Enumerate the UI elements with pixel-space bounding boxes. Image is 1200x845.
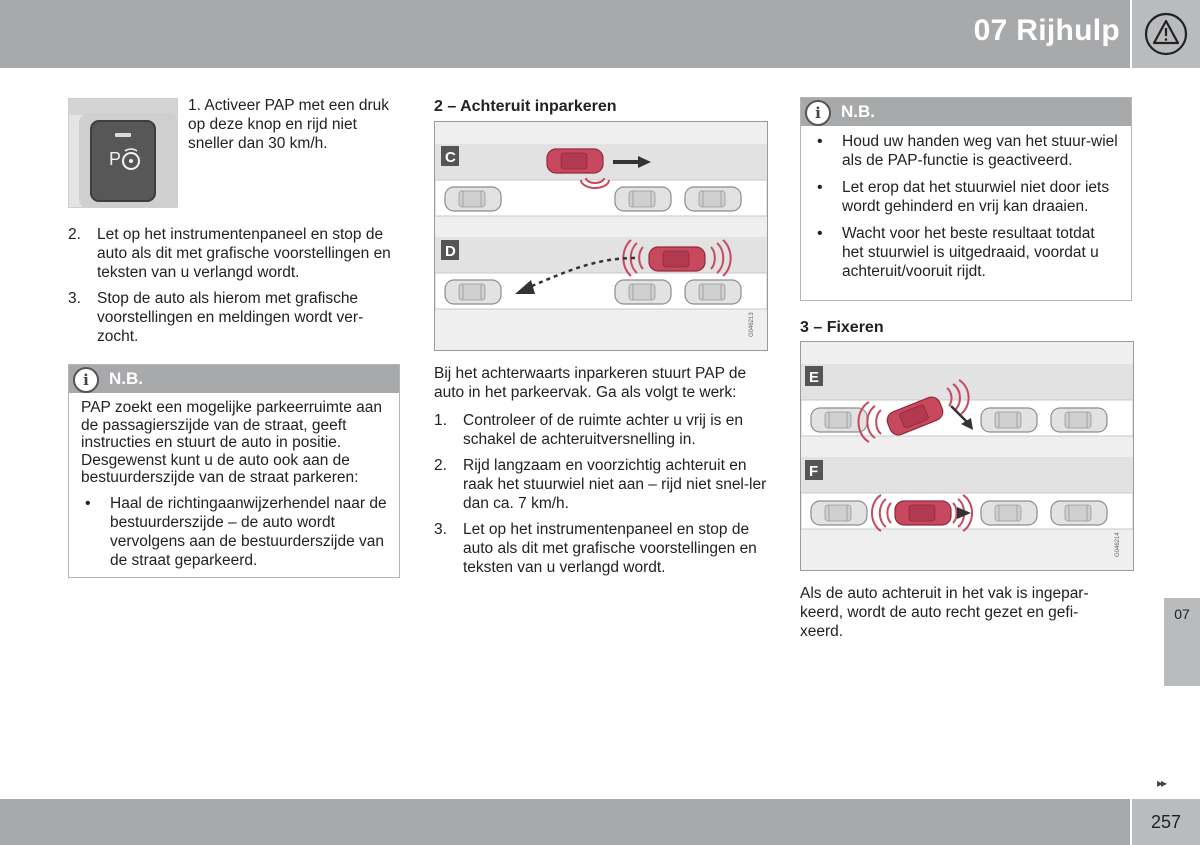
parked-car [615, 280, 671, 304]
list-item: • Haal de richtingaanwijzerhendel naar de bestuurderszijde – de auto wordt vervolgens aan de bestuurderszijde van de straat geparkeerd. [85, 495, 387, 569]
active-car [547, 149, 603, 173]
note-box-left [68, 364, 400, 578]
figure-code: G046214 [1115, 532, 1121, 557]
chapter-side-tab-label: 07 [1174, 606, 1190, 622]
list-item: • Let erop dat het stuurwiel niet door iets wordt gehinderd en vrij kan draaien. [817, 179, 1110, 215]
info-icon: i [73, 367, 99, 393]
chapter-title: 07 Rijhulp [973, 14, 1120, 47]
intro-step: 1. Activeer PAP met een druk op deze knop en rijd niet sneller dan 30 km/h. [188, 97, 390, 152]
parked-car [981, 501, 1037, 525]
list-item: • Houd uw handen weg van het stuur-wiel als de PAP-functie is geactiveerd. [817, 133, 1118, 169]
middle-paragraph: Bij het achterwaarts inparkeren stuurt PAP de auto in het parkeervak. Ga als volgt te werk: [434, 365, 747, 401]
note-header [69, 365, 399, 393]
next-page-icon: ▸▸ [1157, 776, 1166, 790]
header-bar [0, 0, 1130, 68]
diagram-label-e: E [809, 369, 820, 386]
active-car [895, 501, 951, 525]
list-item: 3. Stop de auto als hierom met grafische voorstellingen en meldingen wordt ver-zocht. [68, 290, 364, 345]
diagram-label-c: C [445, 149, 456, 166]
note-bullets [81, 494, 387, 578]
list-item: 2. Rijd langzaam en voorzichtig achteruit en raak het stuurwiel niet aan – rijd niet snel-ler dan ca. 7 km/h. [434, 457, 767, 512]
parked-car [685, 187, 741, 211]
parked-car [445, 280, 501, 304]
figure-code: G046213 [749, 312, 755, 337]
parked-car [811, 501, 867, 525]
pap-button-photo [68, 98, 178, 208]
info-icon: i [805, 100, 831, 126]
parked-car [615, 187, 671, 211]
note-header [801, 98, 1131, 126]
list-item: 1. Controleer of de ruimte achter u vrij is en schakel de achteruitversnelling in. [434, 412, 743, 448]
note-paragraph: PAP zoekt een mogelijke parkeerruimte aan de passagierszijde van de straat, geeft instructies en stuurt de auto in positie. Desgewenst kunt u de auto ook aan de bestuurderszijde van de straat parkeren: [81, 399, 382, 486]
diagram-label-d: D [445, 243, 456, 260]
note-label: N.B. [109, 369, 143, 388]
parked-car [1051, 501, 1107, 525]
middle-steps [434, 411, 768, 584]
page-number: 257 [1150, 812, 1182, 832]
list-item: 3. Let op het instrumentenpaneel en stop de auto als dit met grafische voorstellingen en teksten van u verlangd wordt. [434, 521, 757, 576]
section-heading-reverse-parking: 2 – Achteruit inparkeren [434, 98, 617, 115]
diagram-fixing [800, 341, 1134, 571]
list-item: 2. Let op het instrumentenpaneel en stop de auto als dit met grafische voorstellingen en teksten van u verlangd wordt. [68, 226, 391, 281]
section-heading-fixing: 3 – Fixeren [800, 319, 884, 336]
parked-car [685, 280, 741, 304]
active-car [649, 247, 705, 271]
diagram-reverse-parking [434, 121, 768, 351]
parked-car [1051, 408, 1107, 432]
svg-text:P: P [109, 149, 122, 169]
diagram-label-f: F [809, 463, 819, 480]
note-bullets [813, 132, 1119, 289]
warning-triangle-icon [1132, 0, 1200, 68]
right-paragraph: Als de auto achteruit in het vak is ingepar-keerd, wordt de auto recht gezet en gefi-xeerd. [800, 585, 1089, 640]
left-steps [68, 225, 400, 353]
note-box-right [800, 97, 1132, 301]
footer-bar [0, 799, 1130, 845]
parked-car [981, 408, 1037, 432]
list-item: • Wacht voor het beste resultaat totdat het stuurwiel is uitgedraaid, voordat u achteruit/vooruit rijdt. [817, 225, 1099, 280]
parked-car [445, 187, 501, 211]
header-icon-box [1132, 0, 1200, 68]
note-label: N.B. [841, 102, 875, 121]
